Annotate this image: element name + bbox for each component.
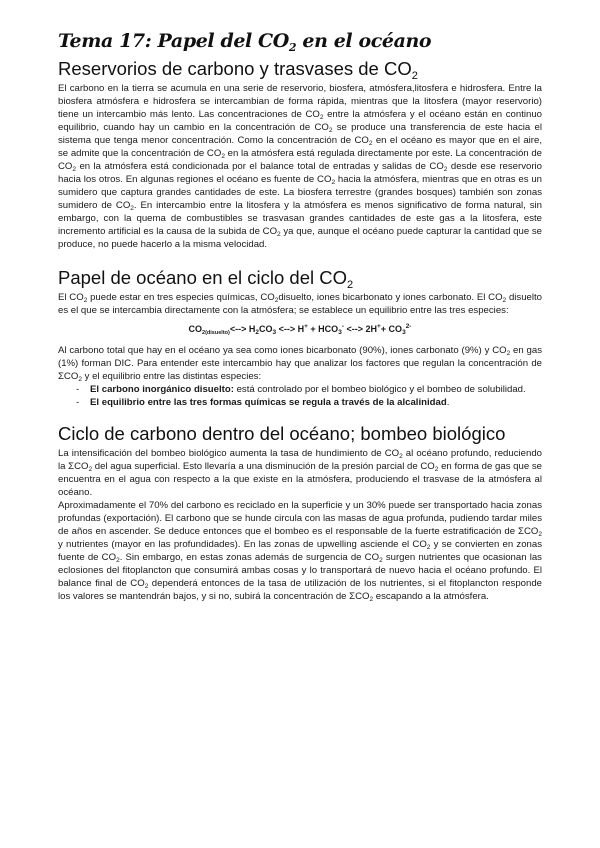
section-carbon-reservoirs <box>58 58 542 251</box>
paragraph-reservoirs: El carbono en la tierra se acumula en una serie de reservorio, biosfera, atmósfera,litosfera e hidrosfera. Entre la biosfera atmósfera e hidrosfera se intercambian de forma rápida, mientras que la litosfera (mayor reservorio) tiene un intercambio más lento. Las concentraciones de $CO_2$ entre la atmósfera y el océano están en continuo equilibrio, cuando hay un cambio en la concentración de $CO_2$ se produce una transferencia de este hacia el sistema que tenga menor concentración. Como la concentración de $CO_2$ en el océano es mayor que en el aire, se admite que la concentración de $CO_2$ en la atmósfera está regulada directamente por este. La concentración de $CO_2$ en la atmósfera está condicionada por el balance total de entradas y salidas de $CO_2$ desde ese reservorio hacia los otros. En algunas regiones el océano es fuente de $CO_2$ hacia la atmósfera, mientras que en otras es un sumidero que captura grandes cantidades de este. La biosfera terrestre (grandes bosques) también son zonas sumidero de $CO_2$. En intercambio entre la litosfera y la atmósfera es menos significativo de forma natural, sin embargo, con la quema de combustibles se trasvasan grandes cantidades de este gas a la litosfera, este incremento artificial es la causa de la subida de $CO_2$ ya que, aunque el océano puede capturar la cantidad que se produce, no puede hacerlo a la misma velocidad. <box>58 83 543 250</box>
document-title: Tema 17: Papel del $CO_2$ en el océano <box>58 30 432 54</box>
section-heading-ocean-role: Papel de océano en el ciclo del $CO_2$ <box>58 267 354 291</box>
section-ocean-role <box>58 267 542 409</box>
regulating-factors-list <box>58 383 542 409</box>
section-heading-biological-pump: Ciclo de carbono dentro del océano; bombeo biológico <box>58 423 506 444</box>
paragraph-pump-intensification: La intensificación del bombeo biológico aumenta la tasa de hundimiento de $CO_2$ al océano profundo, reduciendo la $\Sigma CO_2$ del agua superficial. Esto llevaría a una disminución de la presión parcial de $CO_2$ en forma de gas que se encuentra en el agua con respecto a la que existe en la atmósfera, produciendo el trasvase de la atmósfera al océano. <box>58 448 542 498</box>
list-item: - El equilibrio entre las tres formas químicas se regula a través de la alcalinidad. <box>90 396 542 409</box>
paragraph-chemical-species: El $CO_2$ puede estar en tres especies químicas, $CO_2disuelto$, iones bicarbonato y iones carbonato. El $CO_2$ disuelto es el que se intercambia directamente con la atmósfera; se establece un equilibrio entre las tres especies: <box>58 292 543 316</box>
list-item: - El carbono inorgánico disuelto: está controlado por el bombeo biológico y el bombeo de solubilidad. <box>90 383 542 396</box>
section-biological-pump <box>58 423 542 603</box>
paragraph-dic: Al carbono total que hay en el océano ya sea como iones bicarbonato (90%), iones carbonato (9%) y $CO_2$ en gas (1%) forman DIC. Para entender este intercambio hay que analizar los factores que regulan la concentración de $\Sigma CO_2$ y el equilibrio entre las distintas especies: <box>58 345 542 383</box>
carbonate-equilibrium-equation: $CO_{2(disuelto)}<--> H_2CO_3$ <--> $H^+ + HCO_3^-$ <--> $2H^++ CO_3^{2-}$ <box>188 323 412 336</box>
paragraph-carbon-recycling: Aproximadamente el 70% del carbono es reciclado en la superficie y un 30% puede ser transportado hacia zonas profundas (exportación). El carbono que se hunde circula con las masas de agua profunda, pudiendo tardar miles de años en ascender. Se deduce entonces que el bombeo es el responsable de la fuerte estratificación de $\Sigma CO_2$ y nutrientes (mayor en las profundidades). En las zonas de upwelling asciende el $CO_2$ y se convierten en zonas fuente de $CO_2$. Sin embargo, en estas zonas además de surgencia de $CO_2$ surgen nutrientes que ocasionan las eclosiones del fitoplancton que consumirá ambas cosas y lo transportará de nuevo hacia el océano profundo. El balance final de $CO_2$ dependerá entonces de la tasa de utilización de los nutrientes, si el fitoplancton responde los valores se mantendrán bajos, y si no, subirá la concentración de $\Sigma CO_2$ escapando a la atmósfera. <box>58 500 543 603</box>
section-heading-reservoirs: Reservorios de carbono y trasvases de $CO_2$ <box>58 58 418 82</box>
